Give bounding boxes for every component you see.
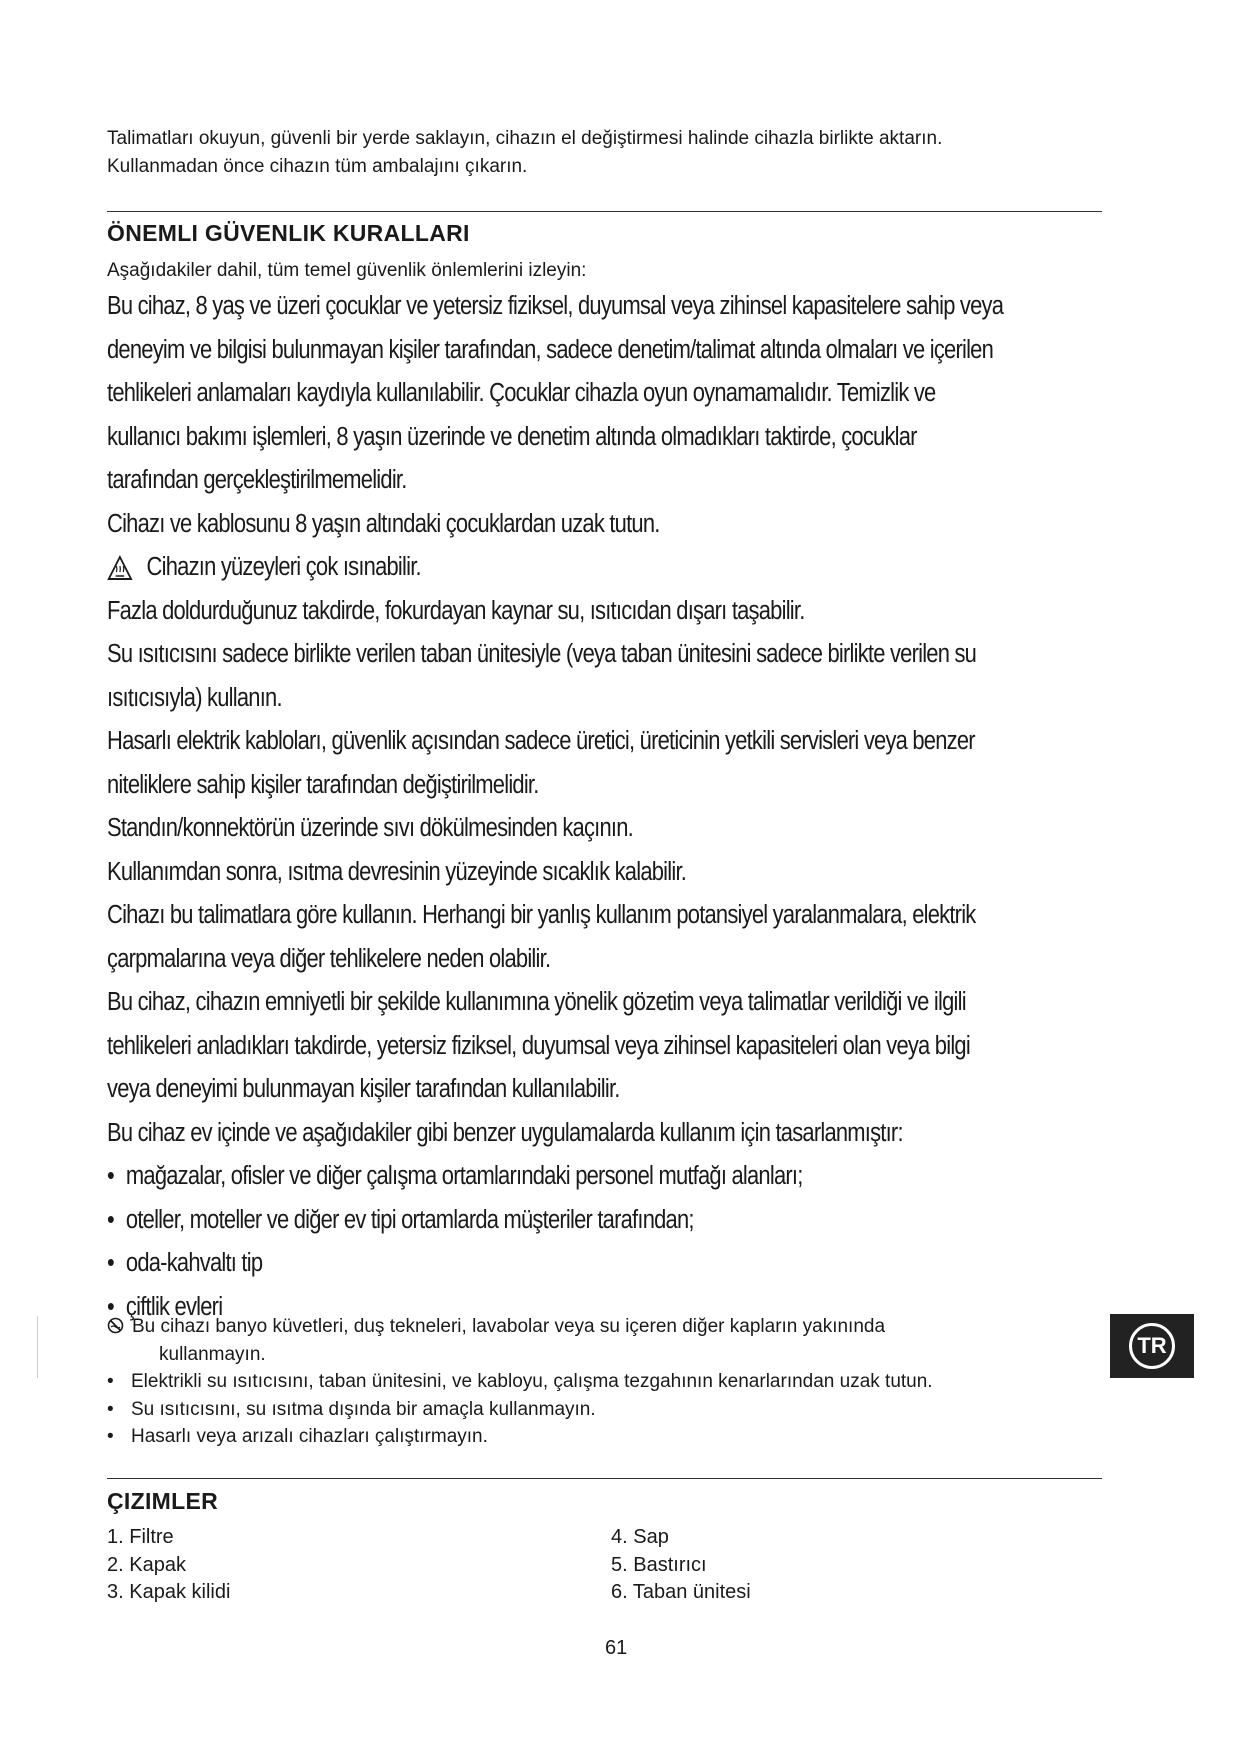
drawings-heading: ÇIZIMLER xyxy=(107,1488,218,1514)
rule-line: Bu cihaz, cihazın emniyetli bir şekilde kullanımına yönelik gözetim veya talimatlar verildiği ve ilgili xyxy=(107,988,966,1016)
margin-mark xyxy=(37,1316,38,1378)
no-water-warning xyxy=(107,1313,1107,1341)
rule-line: Bu cihaz, 8 yaş ve üzeri çocuklar ve yetersiz fiziksel, duyumsal veya zihinsel kapasitelere sahip veya xyxy=(107,292,1004,320)
rule-line: Cihazı bu talimatlara göre kullanın. Herhangi bir yanlış kullanım potansiyel yaralanmalara, elektrik xyxy=(107,901,976,929)
rule-line: niteliklere sahip kişiler tarafından değiştirilmelidir. xyxy=(107,770,539,799)
rule-line: deneyim ve bilgisi bulunmayan kişiler tarafından, sadece denetim/talimat altında olmaları ve içerilen xyxy=(107,335,994,364)
intro-text xyxy=(107,125,1107,181)
usage-bullet: • oda-kahvaltı tip xyxy=(107,1249,263,1277)
rule-line: çarpmalarına veya diğer tehlikelere neden olabilir. xyxy=(107,944,551,973)
rule-line: tehlikeleri anlamaları kaydıyla kullanılabilir. Çocuklar cihazla oyun oynamamalıdır. Temizlik ve xyxy=(107,379,936,407)
part-item: 1. Filtre xyxy=(107,1526,174,1548)
rule-line: veya deneyimi bulunmayan kişiler tarafından kullanılabilir. xyxy=(107,1075,620,1103)
rule-line: Su ısıtıcısını sadece birlikte verilen taban ünitesiyle (veya taban ünitesini sadece birlikte verilen su xyxy=(107,640,977,668)
part-item: 3. Kapak kilidi xyxy=(107,1581,231,1603)
usage-bullet: • mağazalar, ofisler ve diğer çalışma ortamlarındaki personel mutfağı alanları; xyxy=(107,1162,803,1190)
usage-bullet: • oteller, moteller ve diğer ev tipi ortamlarda müşteriler tarafından; xyxy=(107,1205,694,1234)
part-item: 6. Taban ünitesi xyxy=(611,1581,751,1603)
rule-line: Hasarlı elektrik kabloları, güvenlik açısından sadece üretici, üreticinin yetkili servisleri veya benzer xyxy=(107,727,975,755)
parts-list-right xyxy=(611,1524,751,1607)
part-item: 2. Kapak xyxy=(107,1553,186,1576)
rule-line: Bu cihaz ev içinde ve aşağıdakiler gibi benzer uygulamalarda kullanım için tasarlanmıştır: xyxy=(107,1118,903,1147)
usage-bullet: • çiftlik evleri xyxy=(107,1292,223,1321)
language-badge-label: TR xyxy=(1129,1323,1175,1369)
rule-line: Fazla doldurduğunuz takdirde, fokurdayan kaynar su, ısıtıcıdan dışarı taşabilir. xyxy=(107,596,805,625)
safety-heading: ÖNEMLI GÜVENLIK KURALLARI xyxy=(107,220,470,246)
rule-line: ısıtıcısıyla) kullanın. xyxy=(107,683,282,712)
hot-surface-warning-icon xyxy=(107,555,133,581)
small-bullet: • Hasarlı veya arızalı cihazları çalıştırmayın. xyxy=(107,1426,488,1447)
section-divider xyxy=(107,211,1102,212)
no-water-icon xyxy=(107,1317,124,1334)
safety-rules xyxy=(107,285,1130,1329)
rule-line: tehlikeleri anladıkları takdirde, yetersiz fiziksel, duyumsal veya zihinsel kapasiteleri olan veya bilgi xyxy=(107,1031,970,1060)
no-water-text-cont: kullanmayın. xyxy=(159,1343,266,1365)
page-number: 61 xyxy=(605,1637,628,1659)
part-item: 5. Bastırıcı xyxy=(611,1553,707,1576)
additional-warnings xyxy=(107,1313,1107,1451)
small-bullet: • Su ısıtıcısını, su ısıtma dışında bir amaçla kullanmayın. xyxy=(107,1398,596,1420)
intro-line-2: Kullanmadan önce cihazın tüm ambalajını çıkarın. xyxy=(107,156,528,177)
section-divider xyxy=(107,1478,1102,1479)
hot-surface-text: Cihazın yüzeyleri çok ısınabilir. xyxy=(146,553,421,581)
parts-list-left xyxy=(107,1524,230,1607)
rule-line: Cihazı ve kablosunu 8 yaşın altındaki çocuklardan uzak tutun. xyxy=(107,509,660,538)
rule-line: tarafından gerçekleştirilmemelidir. xyxy=(107,466,407,494)
rule-line: Standın/konnektörün üzerinde sıvı dökülmesinden kaçının. xyxy=(107,814,633,842)
safety-lead: Aşağıdakiler dahil, tüm temel güvenlik önlemlerini izleyin: xyxy=(107,260,587,281)
intro-line-1: Talimatları okuyun, güvenli bir yerde saklayın, cihazın el değiştirmesi halinde cihazla birlikte aktarın. xyxy=(107,128,943,149)
hot-surface-warning xyxy=(107,546,1130,590)
rule-line: kullanıcı bakımı işlemleri, 8 yaşın üzerinde ve denetim altında olmadıkları taktirde, çocuklar xyxy=(107,422,917,451)
part-item: 4. Sap xyxy=(611,1526,669,1548)
rule-line: Kullanımdan sonra, ısıtma devresinin yüzeyinde sıcaklık kalabilir. xyxy=(107,857,687,886)
language-badge xyxy=(1110,1314,1194,1378)
small-bullet: • Elektrikli su ısıtıcısını, taban ünitesini, ve kabloyu, çalışma tezgahının kenarlarından uzak tutun. xyxy=(107,1371,933,1392)
no-water-text: Bu cihazı banyo küvetleri, duş tekneleri, lavabolar veya su içeren diğer kapların yakınında xyxy=(132,1316,886,1337)
